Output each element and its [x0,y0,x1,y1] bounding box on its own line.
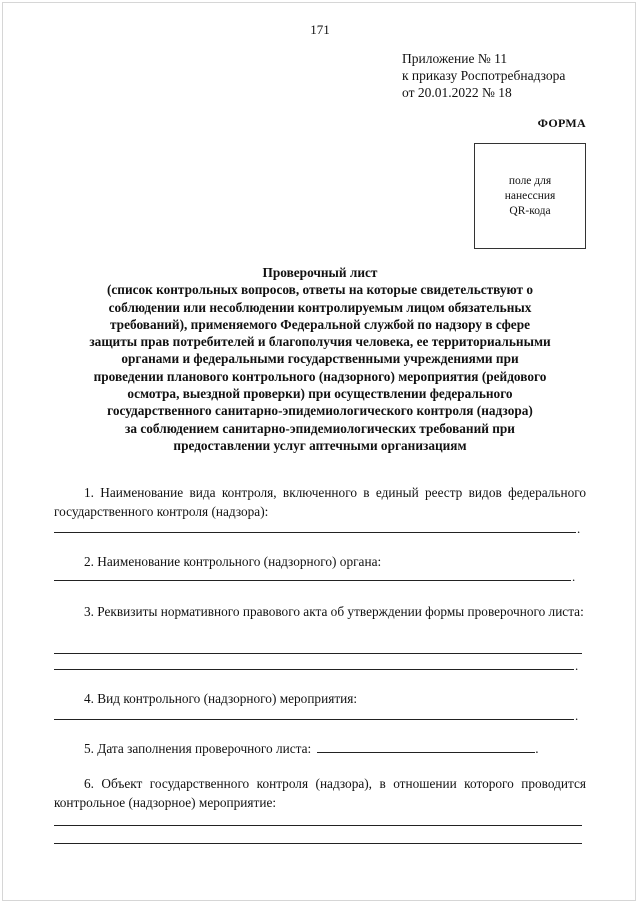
form-item-2 [54,553,586,572]
form-item-5-label: 5. Дата заполнения проверочного листа: [84,741,312,756]
form-item-4 [54,690,586,709]
form-item-1-input-line[interactable] [54,532,576,533]
form-item-2-input-line[interactable] [54,580,571,581]
appendix-line-1: Приложение № 11 [402,51,508,66]
title-line: требований), применяемого Федеральной службой по надзору в сфере [109,316,530,332]
title-line: проведении планового контрольного (надзорного) мероприятия (рейдового [93,368,547,384]
form-item-5 [54,740,586,759]
line-end-period: . [575,708,579,723]
line-end-period: . [575,658,579,673]
title-line: за соблюдением санитарно-эпидемиологических требований при [125,420,515,436]
form-item-2-label: 2. Наименование контрольного (надзорного) органа: [84,554,382,569]
form-item-4-label: 4. Вид контрольного (надзорного) мероприятия: [84,691,358,706]
appendix-line-3: от 20.01.2022 № 18 [402,85,512,100]
qr-code-placeholder: поле для нанессния QR-кода [504,174,556,217]
form-item-3-label: 3. Реквизиты нормативного правового акта об утверждении формы проверочного листа: [84,604,584,619]
page-number: 171 [310,22,330,37]
title-heading: Проверочный лист [262,265,378,280]
form-item-3-input-line-1[interactable] [54,653,582,654]
form-item-3 [54,603,586,622]
title-line: государственного санитарно-эпидемиологического контроля (надзора) [107,403,533,419]
form-item-1-label: 1. Наименование вида контроля, включенного в единый реестр видов федерального государственного контроля (надзора): [54,485,586,519]
title-line: соблюдении или несоблюдении контролируемым лицом обязательных [108,299,532,315]
form-item-4-input-line[interactable] [54,719,574,720]
qr-code-field [474,143,586,249]
document-title [54,264,586,454]
line-end-period: . [577,521,581,536]
title-line: органами и федеральными государственными учреждениями при [121,351,519,367]
form-item-6-input-line-2[interactable] [54,843,582,844]
form-item-3-input-line-2[interactable] [54,669,574,670]
form-item-1 [54,484,586,521]
title-line: предоставлении услуг аптечными организациям [173,437,467,453]
appendix-line-2: к приказу Роспотребнадзора [402,68,566,83]
form-item-6 [54,775,586,812]
title-line: (список контрольных вопросов, ответы на которые свидетельствуют о [106,282,534,298]
title-line: защиты прав потребителей и благополучия человека, ее территориальными [89,334,551,350]
form-label: ФОРМА [537,116,586,130]
form-item-5-date-input-line[interactable] [317,740,535,753]
form-item-6-input-line-1[interactable] [54,825,582,826]
form-item-6-label: 6. Объект государственного контроля (надзора), в отношении которого проводится контрольное (надзорное) мероприятие: [54,776,586,810]
line-end-period: . [535,741,539,756]
line-end-period: . [572,569,576,584]
appendix-reference [402,50,565,101]
title-line: осмотра, выездной проверки) при осуществлении федерального [127,386,513,402]
